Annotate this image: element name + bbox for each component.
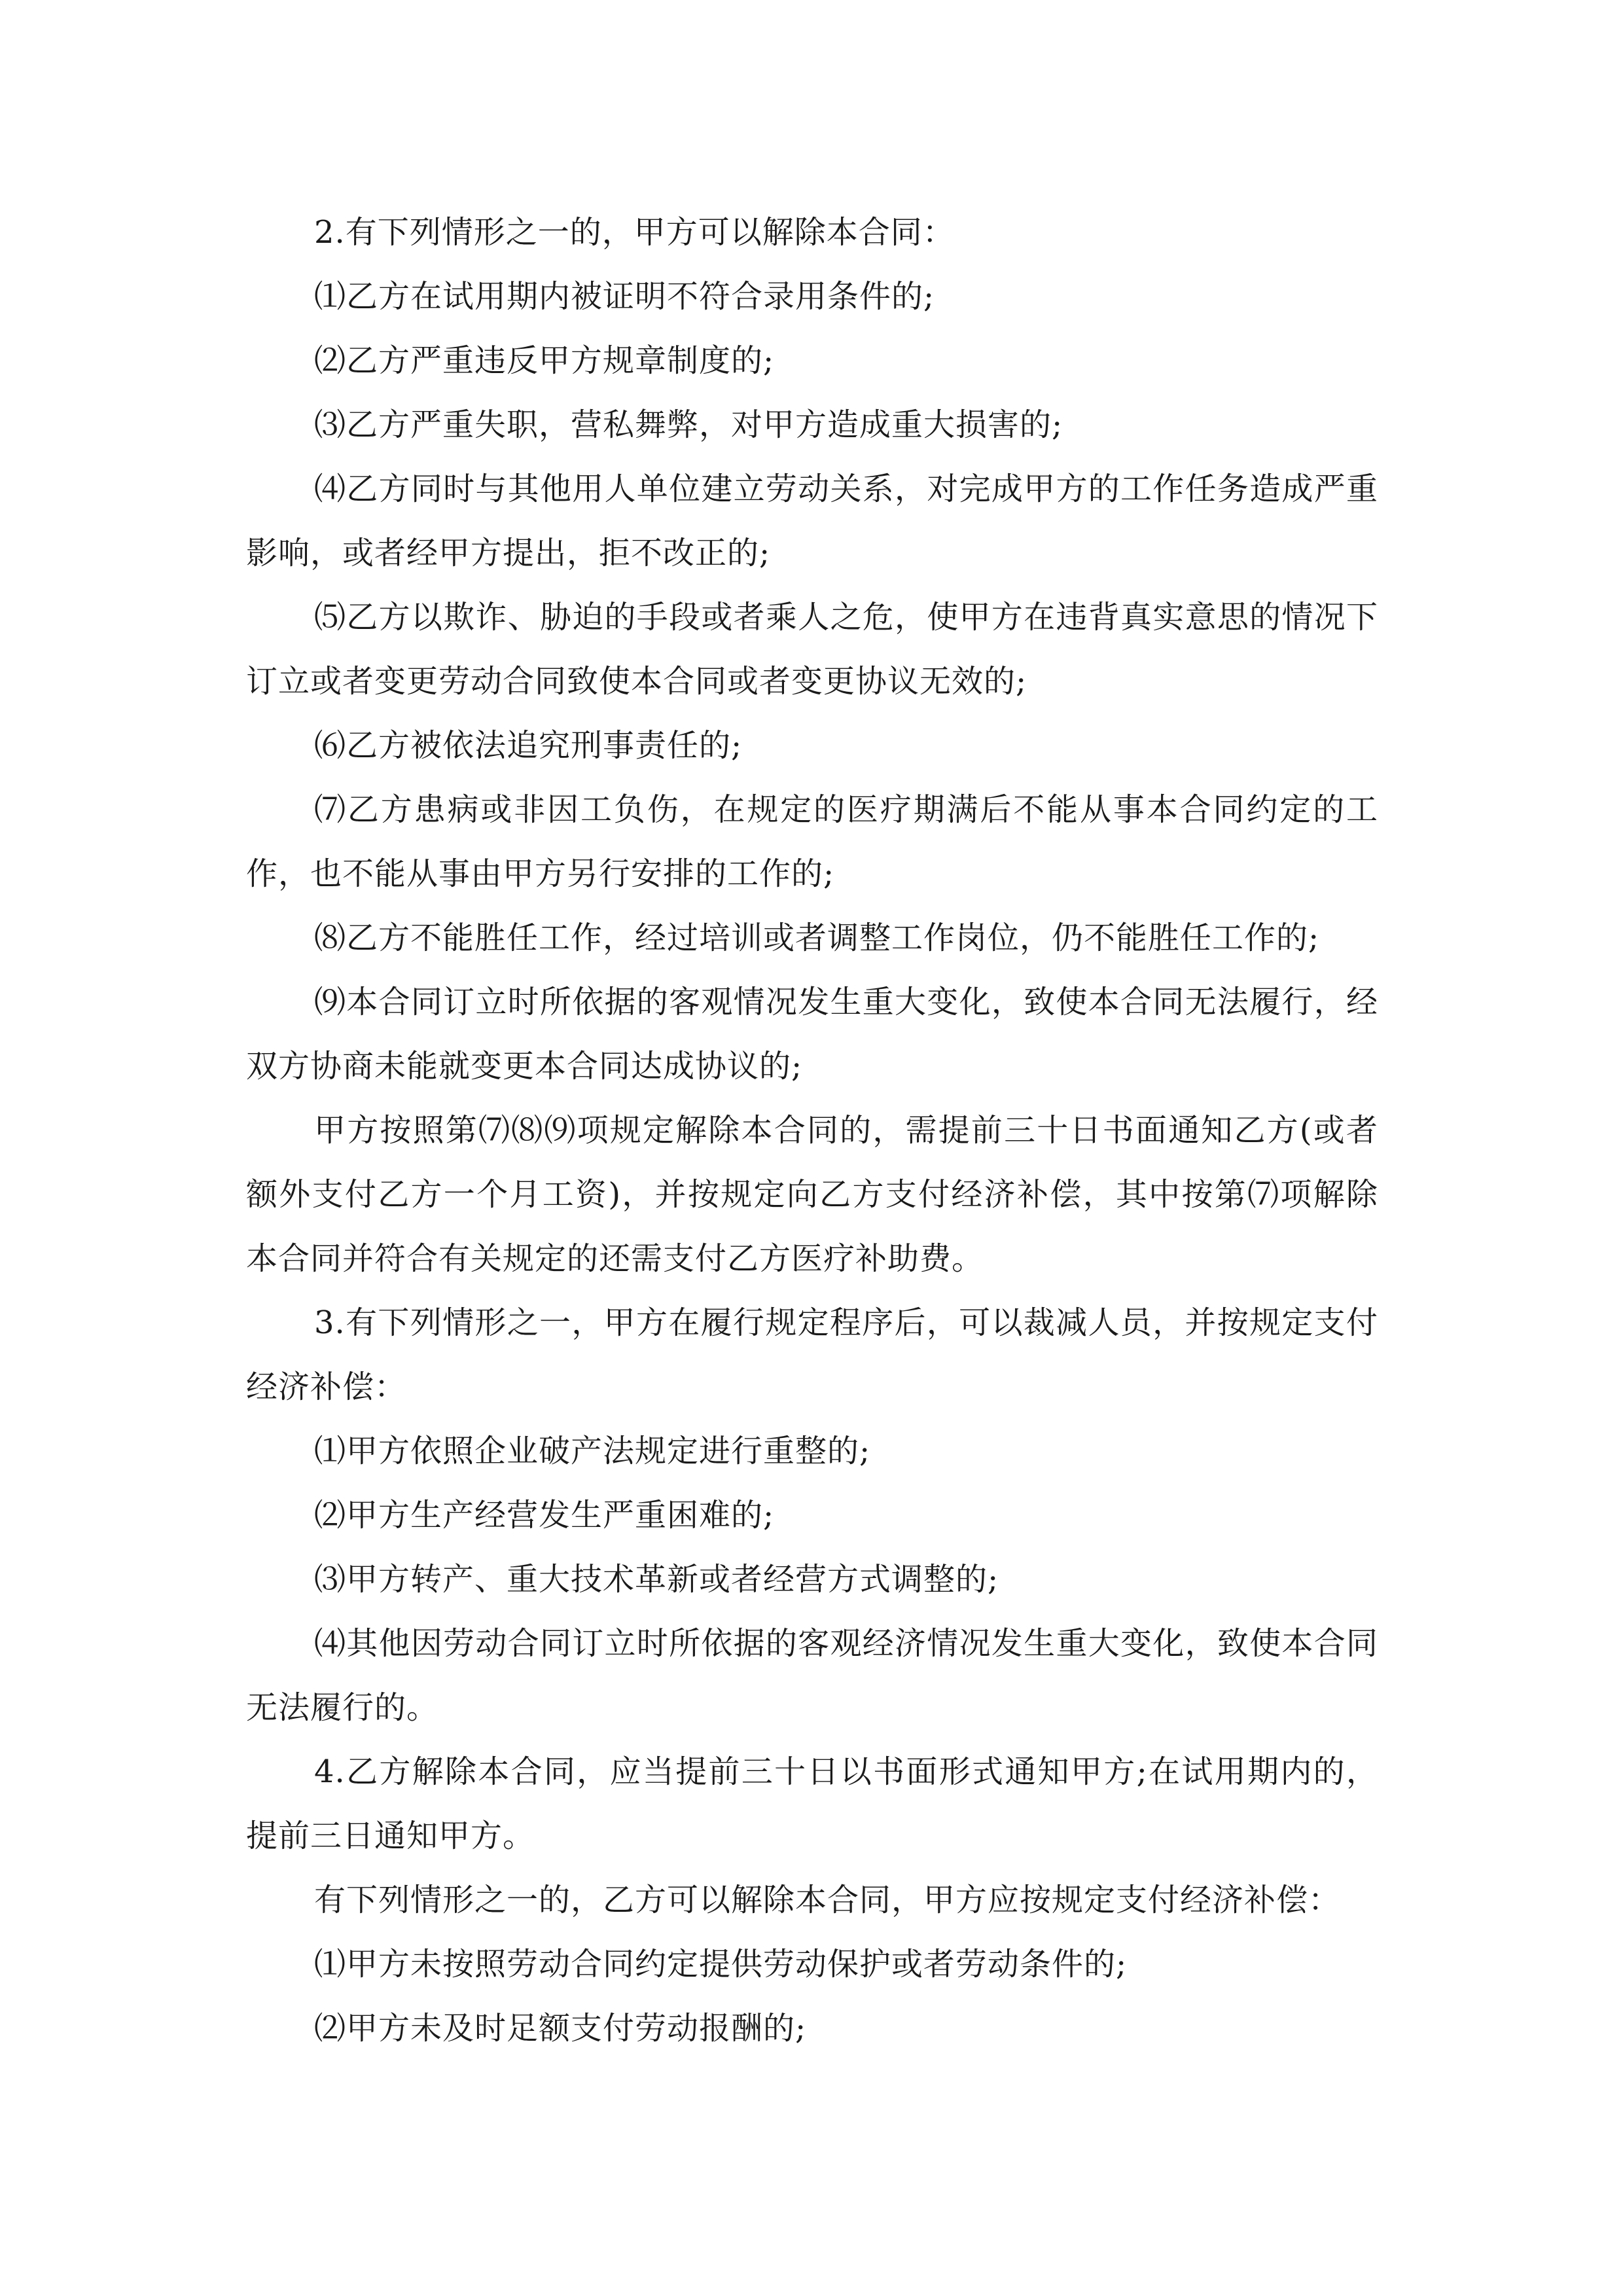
paragraph: 2.有下列情形之一的，甲方可以解除本合同： bbox=[314, 214, 955, 251]
paragraph: ⑻乙方不能胜任工作，经过培训或者调整工作岗位，仍不能胜任工作的; bbox=[314, 920, 1320, 956]
paragraph: ⑵甲方生产经营发生严重困难的; bbox=[314, 1497, 775, 1534]
paragraph: ⑹乙方被依法追究刑事责任的; bbox=[314, 727, 743, 764]
document-body bbox=[246, 200, 1378, 2060]
paragraph: 4.乙方解除本合同，应当提前三十日以书面形式通知甲方;在试用期内的，提前三日通知甲方。 bbox=[246, 1753, 1378, 1854]
paragraph: ⑺乙方患病或非因工负伤，在规定的医疗期满后不能从事本合同约定的工作，也不能从事由甲方另行安排的工作的; bbox=[246, 791, 1378, 892]
paragraph: ⑶甲方转产、重大技术革新或者经营方式调整的; bbox=[314, 1561, 999, 1598]
paragraph: ⑷乙方同时与其他用人单位建立劳动关系，对完成甲方的工作任务造成严重影响，或者经甲方提出，拒不改正的; bbox=[246, 471, 1378, 571]
paragraph: 甲方按照第⑺⑻⑼项规定解除本合同的，需提前三十日书面通知乙方(或者额外支付乙方一个月工资)，并按规定向乙方支付经济补偿，其中按第⑺项解除本合同并符合有关规定的还需支付乙方医疗补助费。 bbox=[246, 1112, 1378, 1277]
paragraph: ⑼本合同订立时所依据的客观情况发生重大变化，致使本合同无法履行，经双方协商未能就变更本合同达成协议的; bbox=[246, 984, 1378, 1085]
paragraph: ⑸乙方以欺诈、胁迫的手段或者乘人之危，使甲方在违背真实意思的情况下订立或者变更劳动合同致使本合同或者变更协议无效的; bbox=[246, 599, 1378, 700]
paragraph: ⑵乙方严重违反甲方规章制度的; bbox=[314, 342, 775, 379]
paragraph: ⑶乙方严重失职，营私舞弊，对甲方造成重大损害的; bbox=[314, 406, 1063, 443]
paragraph: ⑴甲方依照企业破产法规定进行重整的; bbox=[314, 1433, 871, 1469]
paragraph: 有下列情形之一的，乙方可以解除本合同，甲方应按规定支付经济补偿： bbox=[314, 1882, 1341, 1918]
paragraph: ⑴乙方在试用期内被证明不符合录用条件的; bbox=[314, 278, 935, 315]
paragraph: ⑴甲方未按照劳动合同约定提供劳动保护或者劳动条件的; bbox=[314, 1946, 1128, 1982]
paragraph: 3.有下列情形之一，甲方在履行规定程序后，可以裁减人员，并按规定支付经济补偿： bbox=[246, 1304, 1378, 1405]
paragraph: ⑵甲方未及时足额支付劳动报酬的; bbox=[314, 2010, 807, 2047]
paragraph: ⑷其他因劳动合同订立时所依据的客观经济情况发生重大变化，致使本合同无法履行的。 bbox=[246, 1625, 1378, 1726]
